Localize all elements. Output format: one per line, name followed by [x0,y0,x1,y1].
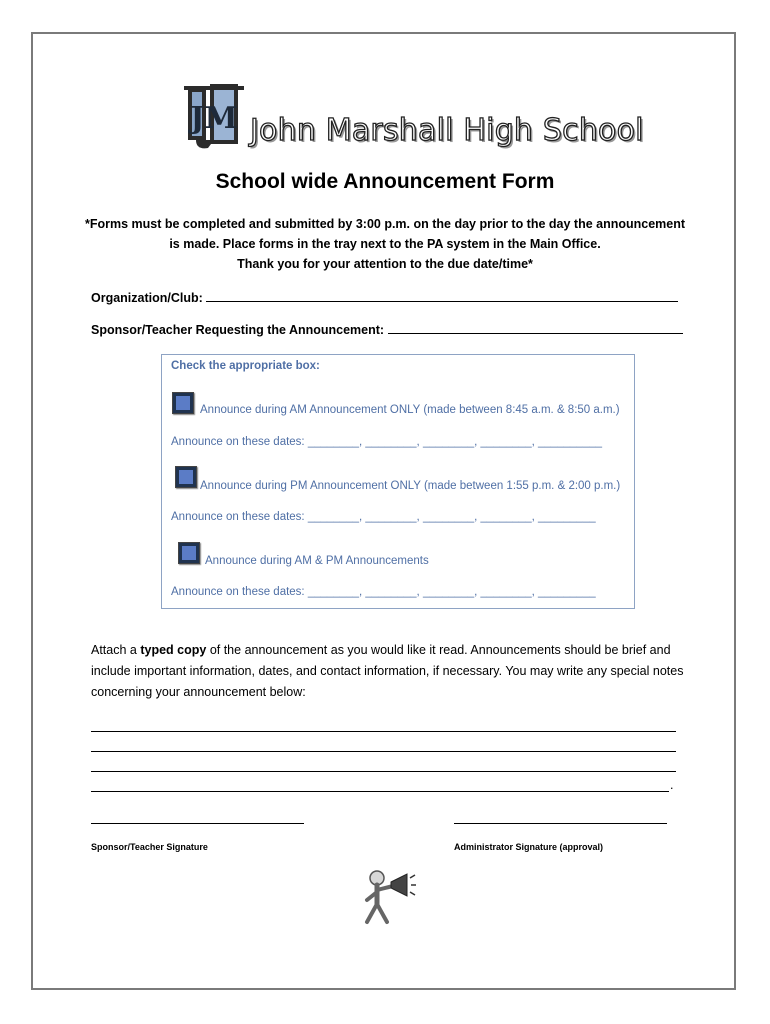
pm-only-label: Announce during PM Announcement ONLY (made between 1:55 p.m. & 2:00 p.m.) [200,480,621,492]
instructions-part2: of the announcement as you would like it read. Announcements should be brief and include important information, dates, and contact information, if necessary. You may write any special notes concerning your announcement below: [91,643,684,699]
organization-field [91,289,678,305]
am-only-label: Announce during AM Announcement ONLY (made between 8:45 a.m. & 8:50 a.m.) [200,404,620,416]
admin-signature-label: Administrator Signature (approval) [454,842,604,852]
sponsor-signature-label: Sponsor/Teacher Signature [91,842,208,852]
notes-line-2[interactable] [91,751,676,752]
sponsor-label: Sponsor/Teacher Requesting the Announcement: [91,323,385,337]
notice-line-2: is made. Place forms in the tray next to the PA system in the Main Office. [169,237,601,251]
am-pm-label: Announce during AM & PM Announcements [205,555,429,567]
instructions-paragraph [91,640,691,703]
organization-label: Organization/Club: [91,291,203,305]
am-pm-checkbox[interactable] [178,542,200,564]
megaphone-figure-icon [355,866,417,928]
am-only-checkbox[interactable] [172,392,194,414]
notes-line-4[interactable] [91,791,669,792]
am-pm-dates[interactable]: Announce on these dates: ________, ________, ________, ________, _________ [171,586,596,598]
options-heading: Check the appropriate box: [171,360,320,372]
instructions-part1: Attach a [91,643,141,657]
pm-only-checkbox[interactable] [175,466,197,488]
logo-letters: JM [190,101,238,136]
submission-notice [70,214,700,274]
notes-line-3[interactable] [91,771,676,772]
instructions-bold: typed copy [140,643,207,657]
admin-signature-line[interactable] [454,823,667,824]
pm-only-dates[interactable]: Announce on these dates: ________, ________, ________, ________, _________ [171,511,596,523]
notice-line-3: Thank you for your attention to the due date/time* [237,257,533,271]
notes-line-1[interactable] [91,731,676,732]
school-name: John Marshall High School [250,113,644,148]
notes-period: . [670,778,674,792]
notice-line-1: *Forms must be completed and submitted by 3:00 p.m. on the day prior to the day the announcement [84,217,686,231]
organization-input[interactable] [206,289,678,302]
am-only-dates[interactable]: Announce on these dates: ________, ________, ________, ________, __________ [171,436,603,448]
sponsor-signature-line[interactable] [91,823,304,824]
form-title: School wide Announcement Form [215,170,555,193]
sponsor-field [91,321,683,337]
sponsor-input[interactable] [388,321,683,334]
school-monogram-logo [184,82,244,152]
